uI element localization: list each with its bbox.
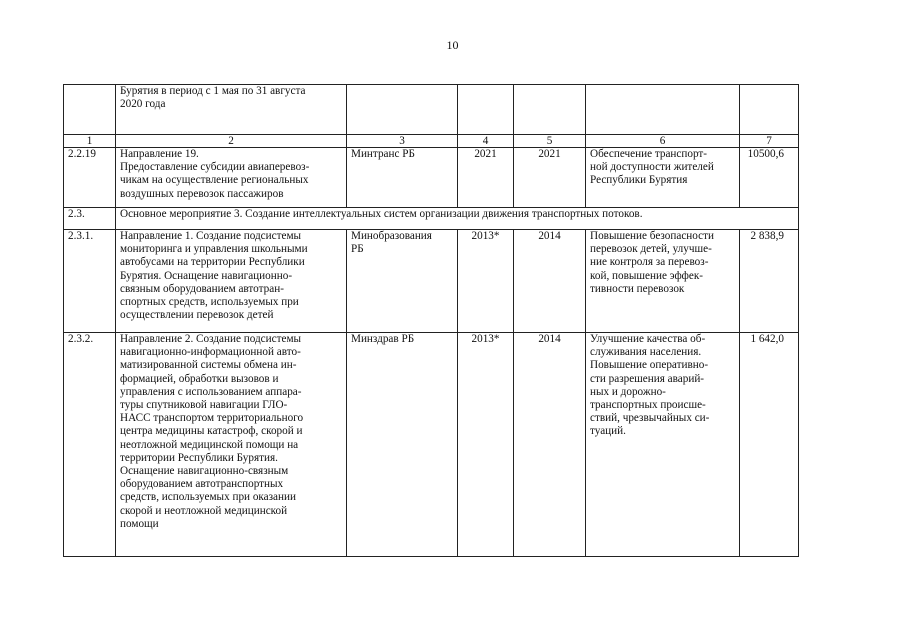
table-cell (586, 85, 740, 135)
measures-table (63, 84, 799, 557)
row-amount: 1 642,0 (740, 333, 799, 557)
continuation-row (64, 85, 799, 135)
table-cell (514, 85, 586, 135)
column-header: 4 (458, 135, 514, 148)
row-executor: Минздрав РБ (347, 333, 458, 557)
row-id: 2.3.1. (64, 230, 116, 333)
row-executor: Минобразования РБ (347, 230, 458, 333)
table-row (64, 208, 799, 230)
row-result: Улучшение качества об- служивания населения. Повышение оперативно- сти разрешения аварий- ных и дорожно- транспортных происше- ствий, чрезвычайных си- туаций. (586, 333, 740, 557)
row-start-year: 2013* (458, 230, 514, 333)
column-header: 1 (64, 135, 116, 148)
row-id: 2.3.2. (64, 333, 116, 557)
table-cell (347, 85, 458, 135)
row-amount: 2 838,9 (740, 230, 799, 333)
row-result: Обеспечение транспорт- ной доступности жителей Республики Бурятия (586, 148, 740, 208)
column-header: 2 (116, 135, 347, 148)
table-row (64, 230, 799, 333)
column-header: 5 (514, 135, 586, 148)
row-start-year: 2021 (458, 148, 514, 208)
row-description: Направление 19. Предоставление субсидии авиаперевоз- чикам на осуществление региональных воздушных перевозок пассажиров (116, 148, 347, 208)
row-result: Повышение безопасности перевозок детей, улучше- ние контроля за перевоз- кой, повышение эффек- тивности перевозок (586, 230, 740, 333)
row-start-year: 2013* (458, 333, 514, 557)
table-row (64, 333, 799, 557)
column-header: 6 (586, 135, 740, 148)
main-measure-title: Основное мероприятие 3. Создание интеллектуальных систем организации движения транспортных потоков. (116, 208, 799, 230)
row-description: Направление 2. Создание подсистемы навигационно-информационной авто- матизированной системы обмена ин- формацией, обработки вызовов и управления с использованием аппара- туры спутниковой навигации ГЛО- НАСС транспортом территориального центра медицины катастроф, скорой и неотложной медицинской помощи на территории Республики Бурятия. Оснащение навигационно-связным оборудованием автотранспортных средств, используемых при оказании скорой и неотложной медицинской помощи (116, 333, 347, 557)
column-header: 3 (347, 135, 458, 148)
row-id: 2.2.19 (64, 148, 116, 208)
column-number-row (64, 135, 799, 148)
row-id: 2.3. (64, 208, 116, 230)
row-end-year: 2014 (514, 230, 586, 333)
row-executor: Минтранс РБ (347, 148, 458, 208)
column-header: 7 (740, 135, 799, 148)
page-number: 10 (446, 38, 459, 52)
row-end-year: 2014 (514, 333, 586, 557)
row-amount: 10500,6 (740, 148, 799, 208)
table-cell (64, 85, 116, 135)
table-cell (458, 85, 514, 135)
table-cell (740, 85, 799, 135)
row-description: Направление 1. Создание подсистемы мониторинга и управления школьными автобусами на территории Республики Бурятия. Оснащение навигационно- связным оборудованием автотран- спортных средств, используемых при осуществлении перевозок детей (116, 230, 347, 333)
row-end-year: 2021 (514, 148, 586, 208)
table-row (64, 148, 799, 208)
continuation-text: Бурятия в период с 1 мая по 31 августа 2020 года (116, 85, 347, 135)
